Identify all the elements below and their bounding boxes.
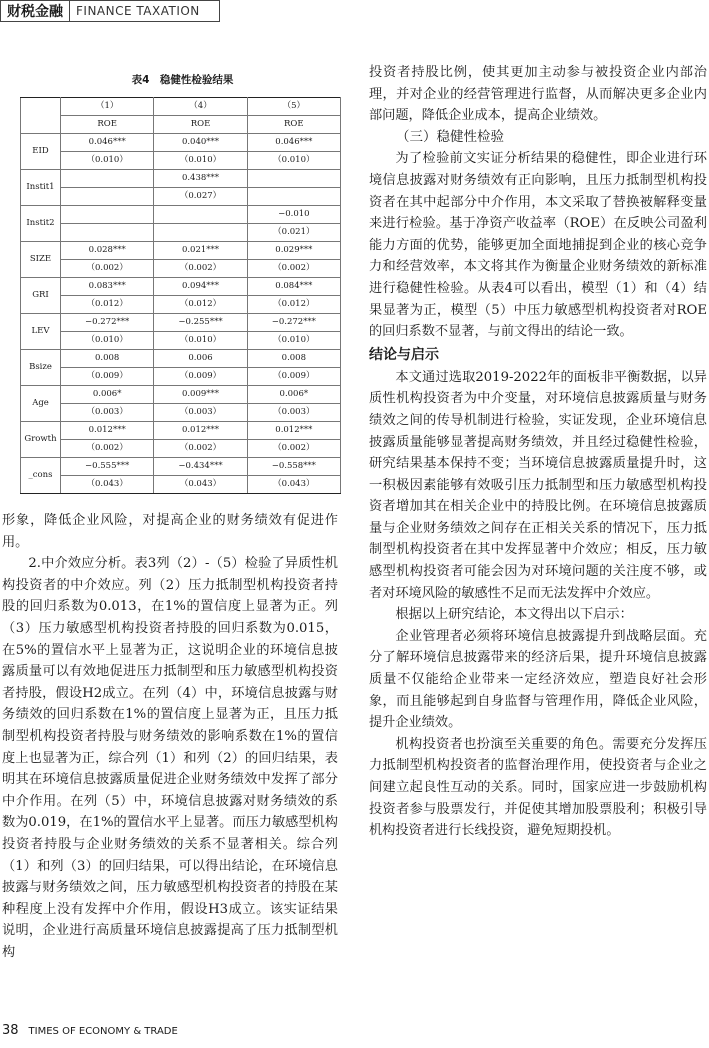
coefficient-cell: −0.555*** [61, 458, 154, 476]
paragraph: 2.中介效应分析。表3列（2）-（5）检验了异质性机构投资者的中介效应。列（2）压力抵制型机构投资者持股的回归系数为0.013，在1%的置信度上显著为正。列（3）压力敏感型机构投资者持股的回归系数为0.015，在5%的置信水平上显著为正，这说明企业的环境信息披露质量可以有效地促进压力抵制型和压力敏感型机构投资者持股，假设H2成立。在列（4）中，环境信息披露与财务绩效的回归系数在1%的置信度上显著为正，且压力抵制型机构投资者持股与财务绩效的影响系数在1%的置信度上也显著为正，综合列（1）和列（2）的回归结果，表明其在环境信息披露质量促进企业财务绩效中发挥了部分中介作用。在列（5）中，环境信息披露对财务绩效的系数为0.019，在1%的置信水平上显著。而压力敏感型机构投资者持股与企业财务绩效的关系不显著相关。综合列（1）和列（3）的回归结果，可以得出结论，在环境信息披露与财务绩效之间，压力敏感型机构投资者的持股在某种程度上没有发挥中介作用，假设H3成立。该实证结果说明，企业进行高质量环境信息披露提高了压力抵制型机构 [2, 556, 338, 960]
coefficient-cell [247, 170, 340, 188]
variable-name: Bsize [21, 350, 61, 386]
paragraph: 根据以上研究结论，本文得出以下启示： [395, 607, 633, 623]
std-error-cell [247, 188, 340, 206]
coefficient-cell: 0.008 [247, 350, 340, 368]
std-error-cell [154, 224, 247, 242]
table-row [21, 314, 341, 332]
coefficient-cell [61, 170, 154, 188]
dependent-variable: ROE [61, 116, 154, 134]
section-title-cn: 财税金融 [1, 1, 70, 21]
std-error-cell [61, 224, 154, 242]
table-row [21, 170, 341, 188]
paragraph: 机构投资者也扮演至关重要的角色。需要充分发挥压力抵制型机构投资者的监督治理作用，使投资者与企业之间建立起良性互动的关系。同时，国家应进一步鼓励机构投资者参与股票发行，并促使其增加股票股利；积极引导机构投资者进行长线投资，避免短期投机。 [369, 736, 707, 839]
std-error-cell: （0.027） [154, 188, 247, 206]
std-error-cell: （0.003） [247, 404, 340, 422]
table-row-se [21, 368, 341, 386]
std-error-cell: （0.002） [154, 440, 247, 458]
coefficient-cell: 0.438*** [154, 170, 247, 188]
coefficient-cell: 0.084*** [247, 278, 340, 296]
column-header: （1） [61, 98, 154, 116]
coefficient-cell: 0.009*** [154, 386, 247, 404]
std-error-cell [61, 188, 154, 206]
coefficient-cell: −0.558*** [247, 458, 340, 476]
std-error-cell: （0.002） [61, 440, 154, 458]
table-row [21, 350, 341, 368]
std-error-cell: （0.002） [247, 440, 340, 458]
table-row [21, 422, 341, 440]
table-row-se [21, 296, 341, 314]
regression-table [20, 97, 341, 494]
variable-name: _cons [21, 458, 61, 494]
coefficient-cell: 0.094*** [154, 278, 247, 296]
paragraph: 投资者持股比例，使其更加主动参与被投资企业内部治理，并对企业的经营管理进行监督，从而解决更多企业内部问题，降低企业成本，提高企业绩效。 [369, 65, 707, 124]
table-row-se [21, 476, 341, 494]
std-error-cell: （0.002） [154, 260, 247, 278]
page-header [0, 0, 709, 26]
table-row-se [21, 188, 341, 206]
std-error-cell: （0.021） [247, 224, 340, 242]
variable-name: Instit2 [21, 206, 61, 242]
coefficient-cell: 0.006 [154, 350, 247, 368]
table-row [21, 206, 341, 224]
table-row [21, 134, 341, 152]
coefficient-cell: 0.046*** [61, 134, 154, 152]
std-error-cell: （0.012） [247, 296, 340, 314]
table-row-se [21, 404, 341, 422]
std-error-cell: （0.010） [61, 152, 154, 170]
subsection-heading: （三）稳健性检验 [396, 128, 504, 145]
std-error-cell: （0.010） [61, 332, 154, 350]
table-row-se [21, 152, 341, 170]
dependent-variable: ROE [247, 116, 340, 134]
dependent-variable: ROE [154, 116, 247, 134]
coefficient-cell: −0.255*** [154, 314, 247, 332]
std-error-cell: （0.012） [154, 296, 247, 314]
coefficient-cell: 0.021*** [154, 242, 247, 260]
section-heading: 结论与启示 [369, 346, 439, 363]
table-row [21, 458, 341, 476]
variable-name: GRI [21, 278, 61, 314]
journal-section-tag [0, 0, 220, 22]
std-error-cell: （0.010） [247, 332, 340, 350]
variable-name: Age [21, 386, 61, 422]
coefficient-cell [61, 206, 154, 224]
std-error-cell: （0.010） [247, 152, 340, 170]
coefficient-cell: 0.040*** [154, 134, 247, 152]
table-row [21, 386, 341, 404]
paragraph: 形象，降低企业风险，对提高企业的财务绩效有促进作用。 [2, 513, 338, 550]
std-error-cell: （0.043） [247, 476, 340, 494]
std-error-cell: （0.043） [154, 476, 247, 494]
table-row-se [21, 224, 341, 242]
coefficient-cell: −0.010 [247, 206, 340, 224]
column-header: （4） [154, 98, 247, 116]
table-corner [21, 98, 61, 134]
table-title: 表4 稳健性检验结果 [131, 74, 234, 86]
table-row-se [21, 332, 341, 350]
table-row-se [21, 440, 341, 458]
coefficient-cell: −0.272*** [247, 314, 340, 332]
paragraph: 为了检验前文实证分析结果的稳健性，即企业进行环境信息披露对财务绩效有正向影响，且压力抵制型机构投资者在其中起部分中介作用，本文采取了替换被解释变量来进行检验。基于净资产收益率（ROE）在反映公司盈利能力方面的优势，能够更加全面地捕捉到企业的核心竞争力和经营效率，本文将其作为衡量企业财务绩效的新标准进行稳健性检验。从表4可以看出，模型（1）和（4）结果显著为正，模型（5）中压力敏感型机构投资者对ROE的回归系数不显著，与前文得出的结论一致。 [369, 151, 707, 340]
variable-name: LEV [21, 314, 61, 350]
footer-journal-name: TIMES OF ECONOMY & TRADE [28, 1026, 178, 1037]
table-depvar-row [21, 116, 341, 134]
table-header-row [21, 98, 341, 116]
coefficient-cell: 0.006* [61, 386, 154, 404]
std-error-cell: （0.010） [154, 332, 247, 350]
std-error-cell: （0.009） [247, 368, 340, 386]
coefficient-cell: 0.029*** [247, 242, 340, 260]
coefficient-cell: 0.083*** [61, 278, 154, 296]
table-row-se [21, 260, 341, 278]
std-error-cell: （0.003） [154, 404, 247, 422]
coefficient-cell: −0.272*** [61, 314, 154, 332]
coefficient-cell [154, 206, 247, 224]
coefficient-cell: 0.012*** [61, 422, 154, 440]
std-error-cell: （0.002） [61, 260, 154, 278]
page-footer [2, 1023, 178, 1038]
coefficient-cell: −0.434*** [154, 458, 247, 476]
column-header: （5） [247, 98, 340, 116]
std-error-cell: （0.002） [247, 260, 340, 278]
paragraph: 企业管理者必须将环境信息披露提升到战略层面。充分了解环境信息披露带来的经济后果，提升环境信息披露质量不仅能给企业带来一定经济效应，塑造良好社会形象，而且能够起到自身监督与管理作用，降低企业风险，提升企业绩效。 [369, 628, 707, 731]
table-row [21, 278, 341, 296]
std-error-cell: （0.010） [154, 152, 247, 170]
std-error-cell: （0.003） [61, 404, 154, 422]
left-column [2, 510, 338, 963]
variable-name: EID [21, 134, 61, 170]
std-error-cell: （0.043） [61, 476, 154, 494]
std-error-cell: （0.009） [154, 368, 247, 386]
coefficient-cell: 0.046*** [247, 134, 340, 152]
coefficient-cell: 0.008 [61, 350, 154, 368]
std-error-cell: （0.009） [61, 368, 154, 386]
coefficient-cell: 0.012*** [154, 422, 247, 440]
page-number: 38 [2, 1023, 19, 1038]
variable-name: Growth [21, 422, 61, 458]
paragraph: 本文通过选取2019-2022年的面板非平衡数据，以异质性机构投资者为中介变量，对环境信息披露质量与财务绩效之间的传导机制进行检验，实证发现，企业环境信息披露质量能够显著提高财务绩效，并且经过稳健性检验，研究结果基本保持不变；当环境信息披露质量提升时，这一积极因素能够有效吸引压力抵制型和压力敏感型机构投资者增加其在相关企业中的持股比例。在环境信息披露质量与企业财务绩效之间存在正相关关系的情况下，压力抵制型机构投资者在其中发挥显著中介效应；相反，压力敏感型机构投资者可能会因为对环境问题的关注度不够，或者对环境风险的敏感性不足而无法发挥中介效应。 [369, 369, 707, 601]
variable-name: SIZE [21, 242, 61, 278]
variable-name: Instit1 [21, 170, 61, 206]
coefficient-cell: 0.028*** [61, 242, 154, 260]
coefficient-cell: 0.012*** [247, 422, 340, 440]
coefficient-cell: 0.006* [247, 386, 340, 404]
right-column [369, 62, 707, 842]
table-row [21, 242, 341, 260]
std-error-cell: （0.012） [61, 296, 154, 314]
section-title-en: FINANCE TAXATION [76, 4, 200, 18]
